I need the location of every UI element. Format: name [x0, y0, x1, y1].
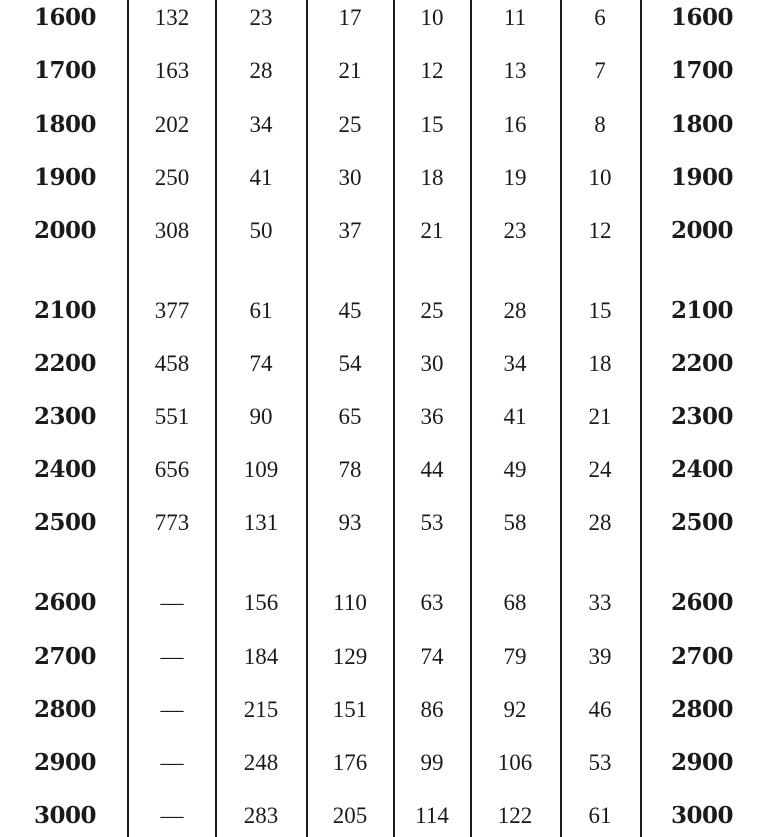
- row-key: 2700: [33, 643, 96, 670]
- table-cell: 92: [503, 697, 527, 722]
- table-cell: 551: [154, 404, 190, 429]
- table-cell: 49: [503, 457, 527, 482]
- table-cell: 19: [503, 165, 527, 190]
- row-key-right: 2800: [670, 696, 733, 723]
- row-key: 3000: [33, 802, 96, 829]
- table-cell: 28: [249, 58, 273, 83]
- table-cell: 156: [243, 590, 279, 615]
- table-cell: 129: [332, 644, 368, 669]
- table-row: [0, 796, 768, 836]
- table-cell: 184: [243, 644, 279, 669]
- table-cell: 202: [154, 112, 190, 137]
- table-cell: 7: [594, 58, 606, 83]
- table-cell: 18: [420, 165, 444, 190]
- table-cell: 15: [588, 298, 612, 323]
- table-cell: 63: [420, 590, 444, 615]
- table-cell: 99: [420, 750, 444, 775]
- table-cell: 21: [338, 58, 362, 83]
- row-key-right: 3000: [670, 802, 733, 829]
- table-cell: 30: [338, 165, 362, 190]
- table-cell: 65: [338, 404, 362, 429]
- row-key-right: 2500: [670, 509, 733, 536]
- table-cell: 39: [588, 644, 612, 669]
- table-cell: 34: [249, 112, 273, 137]
- table-cell: 58: [503, 510, 527, 535]
- table-cell: —: [160, 750, 184, 775]
- table-cell: 114: [415, 803, 449, 828]
- table-cell: 15: [420, 112, 444, 137]
- table-cell: 61: [249, 298, 273, 323]
- row-key-right: 2100: [670, 297, 733, 324]
- table-cell: 23: [249, 5, 273, 30]
- table-row: [0, 51, 768, 91]
- row-key: 1600: [33, 4, 96, 31]
- table-cell: 41: [249, 165, 273, 190]
- table-cell: 458: [154, 351, 190, 376]
- table-row: [0, 0, 768, 38]
- table-cell: 93: [338, 510, 362, 535]
- row-key: 1700: [33, 57, 96, 84]
- table-cell: 25: [338, 112, 362, 137]
- row-key-right: 2400: [670, 456, 733, 483]
- table-cell: 53: [588, 750, 612, 775]
- row-key: 1900: [33, 164, 96, 191]
- table-cell: 54: [338, 351, 362, 376]
- table-cell: 28: [588, 510, 612, 535]
- table-cell: 110: [333, 590, 367, 615]
- row-key: 2400: [33, 456, 96, 483]
- table-cell: 308: [154, 218, 190, 243]
- table-cell: 109: [243, 457, 279, 482]
- table-row: [0, 291, 768, 331]
- table-cell: 132: [154, 5, 190, 30]
- row-key-right: 2600: [670, 589, 733, 616]
- row-key: 2000: [33, 217, 96, 244]
- table-cell: —: [160, 803, 184, 828]
- table-cell: 122: [497, 803, 533, 828]
- table-cell: 656: [154, 457, 190, 482]
- table-cell: 34: [503, 351, 527, 376]
- table-cell: 46: [588, 697, 612, 722]
- table-row: [0, 105, 768, 145]
- table-cell: 86: [420, 697, 444, 722]
- table-cell: 151: [332, 697, 368, 722]
- table-cell: 10: [588, 165, 612, 190]
- table-row: [0, 397, 768, 437]
- table-cell: 90: [249, 404, 273, 429]
- table-cell: —: [160, 644, 184, 669]
- table-row: [0, 690, 768, 730]
- table-cell: 44: [420, 457, 444, 482]
- row-key: 2200: [33, 350, 96, 377]
- table-cell: 131: [243, 510, 279, 535]
- table-cell: 21: [420, 218, 444, 243]
- row-key-right: 2300: [670, 403, 733, 430]
- table-cell: 36: [420, 404, 444, 429]
- table-cell: 12: [420, 58, 444, 83]
- table-row: [0, 450, 768, 490]
- table-cell: 163: [154, 58, 190, 83]
- table-cell: 16: [503, 112, 527, 137]
- row-key: 2300: [33, 403, 96, 430]
- table-cell: 283: [243, 803, 279, 828]
- table-cell: 23: [503, 218, 527, 243]
- row-key: 1800: [33, 111, 96, 138]
- table-cell: 250: [154, 165, 190, 190]
- table-cell: 74: [249, 351, 273, 376]
- table-cell: 6: [594, 5, 606, 30]
- row-key-right: 2000: [670, 217, 733, 244]
- table-row: [0, 583, 768, 623]
- row-key-right: 2700: [670, 643, 733, 670]
- table-cell: 61: [588, 803, 612, 828]
- row-key: 2100: [33, 297, 96, 324]
- row-key-right: 1900: [670, 164, 733, 191]
- table-cell: 45: [338, 298, 362, 323]
- row-key-right: 2200: [670, 350, 733, 377]
- row-key: 2600: [33, 589, 96, 616]
- row-key-right: 1700: [670, 57, 733, 84]
- table-cell: 248: [243, 750, 279, 775]
- table-cell: 215: [243, 697, 279, 722]
- table-cell: —: [160, 697, 184, 722]
- table-cell: 33: [588, 590, 612, 615]
- table-cell: 18: [588, 351, 612, 376]
- table-cell: 205: [332, 803, 368, 828]
- table-cell: 10: [420, 5, 444, 30]
- table-cell: 176: [332, 750, 368, 775]
- row-key-right: 1800: [670, 111, 733, 138]
- table-cell: 41: [503, 404, 527, 429]
- table-cell: 377: [154, 298, 190, 323]
- table-cell: 74: [420, 644, 444, 669]
- table-row: [0, 637, 768, 677]
- table-cell: 24: [588, 457, 612, 482]
- row-key-right: 2900: [670, 749, 733, 776]
- table-cell: 773: [154, 510, 190, 535]
- table-cell: 8: [594, 112, 606, 137]
- table-cell: 12: [588, 218, 612, 243]
- table-cell: 13: [503, 58, 527, 83]
- row-key: 2900: [33, 749, 96, 776]
- table-row: [0, 503, 768, 543]
- table-cell: 79: [503, 644, 527, 669]
- table-cell: 28: [503, 298, 527, 323]
- table-row: [0, 211, 768, 251]
- table-cell: 50: [249, 218, 273, 243]
- table-cell: 11: [503, 5, 527, 30]
- table-cell: 68: [503, 590, 527, 615]
- table-cell: 21: [588, 404, 612, 429]
- row-key: 2800: [33, 696, 96, 723]
- table-cell: 25: [420, 298, 444, 323]
- table-cell: 53: [420, 510, 444, 535]
- table-cell: 30: [420, 351, 444, 376]
- row-key-right: 1600: [670, 4, 733, 31]
- table-cell: —: [160, 590, 184, 615]
- table-cell: 106: [497, 750, 533, 775]
- row-key: 2500: [33, 509, 96, 536]
- table-cell: 37: [338, 218, 362, 243]
- table-row: [0, 344, 768, 384]
- table-cell: 17: [338, 5, 362, 30]
- table-row: [0, 743, 768, 783]
- table-cell: 78: [338, 457, 362, 482]
- table-row: [0, 158, 768, 198]
